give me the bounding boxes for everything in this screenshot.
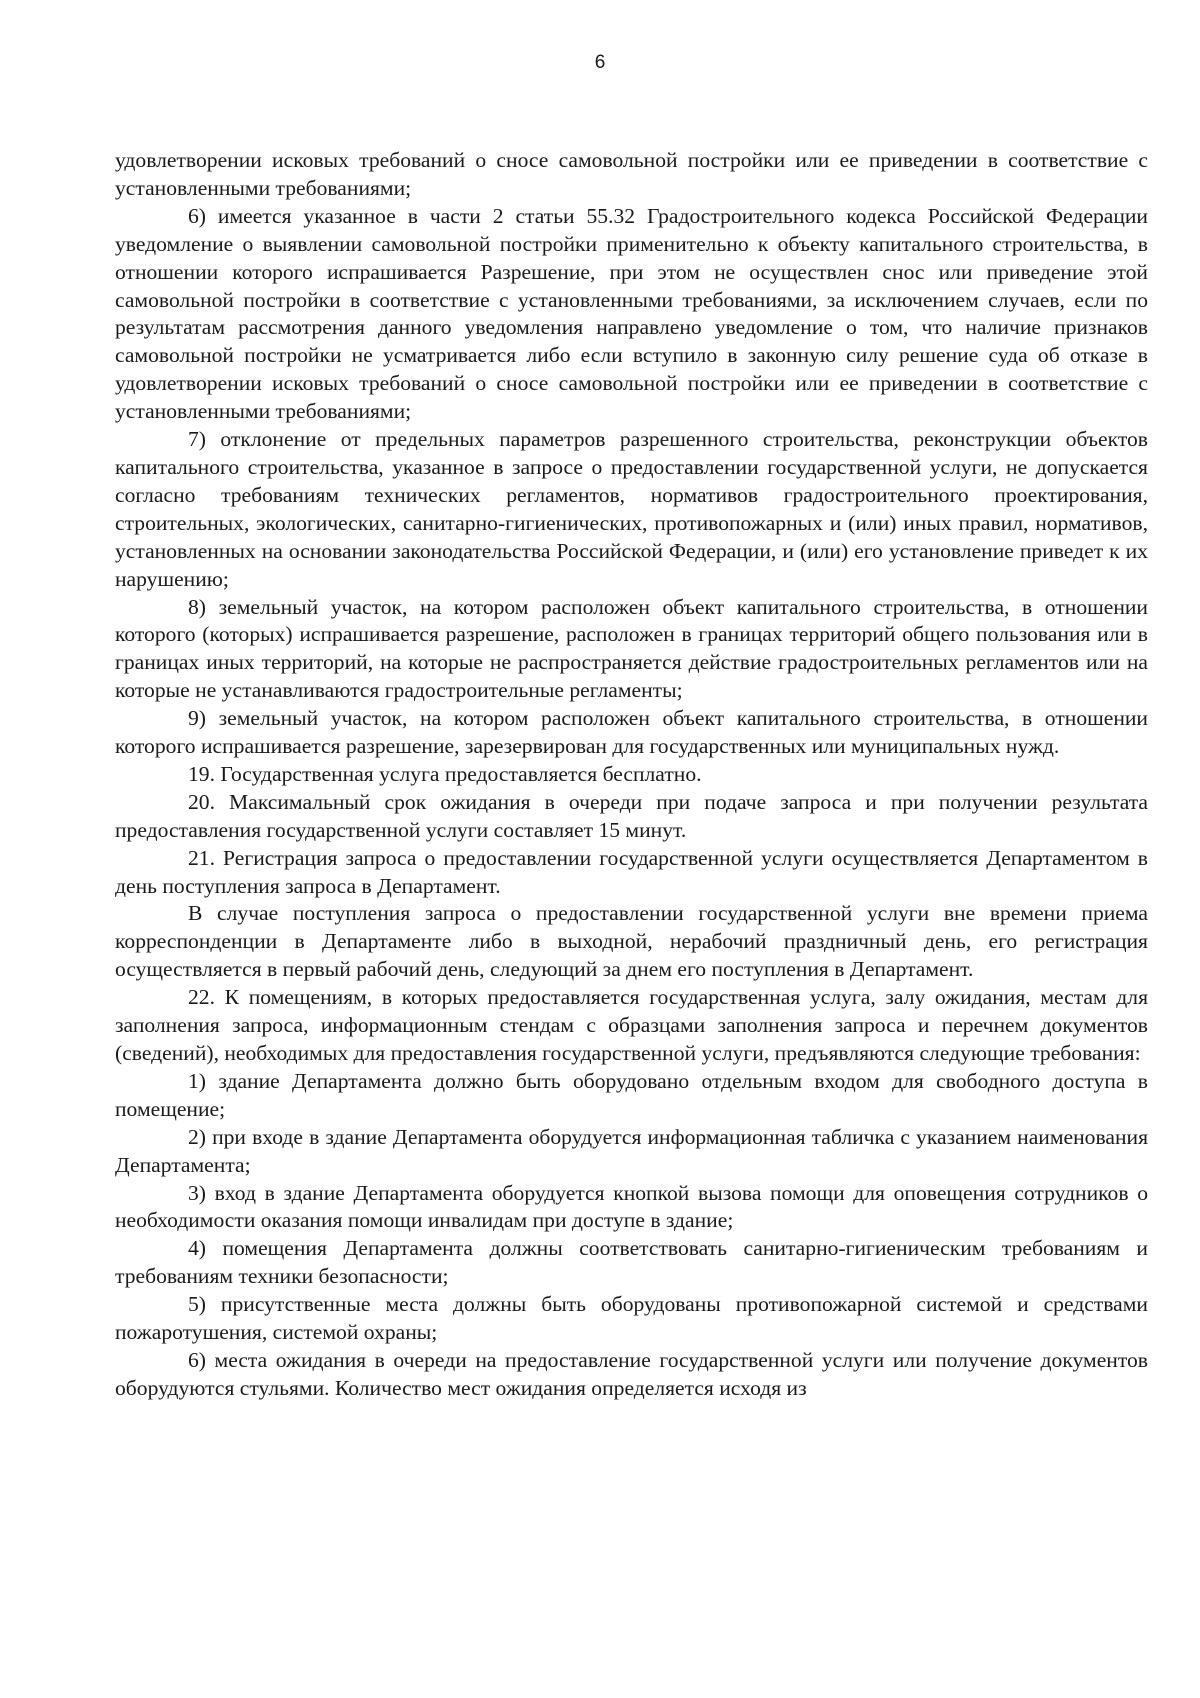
paragraph: 8) земельный участок, на котором расположен объект капитального строительства, в отношении которого (которых) испрашивается разрешение, расположен в границах территорий общего пользования или в границах иных территорий, на которые не распространяется действие градостроительных регламентов или на которые не устанавливаются градостроительные регламенты; <box>115 594 1148 703</box>
paragraph: 4) помещения Департамента должны соответствовать санитарно-гигиеническим требованиям и требованиям техники безопасности; <box>115 1236 1148 1289</box>
paragraph: 3) вход в здание Департамента оборудуется кнопкой вызова помощи для оповещения сотрудников о необходимости оказания помощи инвалидам при доступе в здание; <box>115 1180 1148 1233</box>
paragraph: 1) здание Департамента должно быть оборудовано отдельным входом для свободного доступа в помещение; <box>115 1068 1148 1121</box>
paragraph: 2) при входе в здание Департамента оборудуется информационная табличка с указанием наименования Департамента; <box>115 1124 1148 1177</box>
paragraph: 5) присутственные места должны быть оборудованы противопожарной системой и средствами пожаротушения, системой охраны; <box>115 1292 1148 1345</box>
paragraph: 19. Государственная услуга предоставляется бесплатно. <box>188 761 702 786</box>
paragraph: 21. Регистрация запроса о предоставлении государственной услуги осуществляется Департаментом в день поступления запроса в Департамент. <box>115 845 1148 898</box>
page-number: 6 <box>594 52 606 73</box>
document-body <box>115 147 1148 1403</box>
paragraph: 7) отклонение от предельных параметров разрешенного строительства, реконструкции объектов капитального строительства, указанное в запросе о предоставлении государственной услуги, не допускается согласно требованиям технических регламентов, нормативов градостроительного проектирования, строительных, экологических, санитарно-гигиенических, противопожарных и (или) иных правил, нормативов, установленных на основании законодательства Российской Федерации, и (или) его установление приведет к их нарушению; <box>115 427 1148 591</box>
paragraph: В случае поступления запроса о предоставлении государственной услуги вне времени приема корреспонденции в Департаменте либо в выходной, нерабочий праздничный день, его регистрация осуществляется в первый рабочий день, следующий за днем его поступления в Департамент. <box>115 901 1148 982</box>
paragraph: 9) земельный участок, на котором расположен объект капитального строительства, в отношении которого испрашивается разрешение, зарезервирован для государственных или муниципальных нужд. <box>115 706 1148 759</box>
paragraph: 22. К помещениям, в которых предоставляется государственная услуга, залу ожидания, местам для заполнения запроса, информационным стендам с образцами заполнения запроса и перечнем документов (сведений), необходимых для предоставления государственной услуги, предъявляются следующие требования: <box>115 985 1148 1065</box>
paragraph: удовлетворении исковых требований о сносе самовольной постройки или ее приведении в соответствие с установленными требованиями; <box>115 148 1148 200</box>
paragraph: 6) места ожидания в очереди на предоставление государственной услуги или получение документов оборудуются стульями. Количество мест ожидания определяется исходя из <box>115 1347 1148 1400</box>
paragraph: 20. Максимальный срок ожидания в очереди при подаче запроса и при получении результата предоставления государственной услуги составляет 15 минут. <box>115 789 1148 842</box>
paragraph: 6) имеется указанное в части 2 статьи 55.32 Градостроительного кодекса Российской Федерации уведомление о выявлении самовольной постройки применительно к объекту капитального строительства, в отношении которого испрашивается Разрешение, при этом не осуществлен снос или приведение этой самовольной постройки в соответствие с установленными требованиями, за исключением случаев, если по результатам рассмотрения данного уведомления направлено уведомление о том, что наличие признаков самовольной постройки не усматривается либо если вступило в законную силу решение суда об отказе в удовлетворении исковых требований о сносе самовольной постройки или ее приведении в соответствие с установленными требованиями; <box>115 203 1148 424</box>
